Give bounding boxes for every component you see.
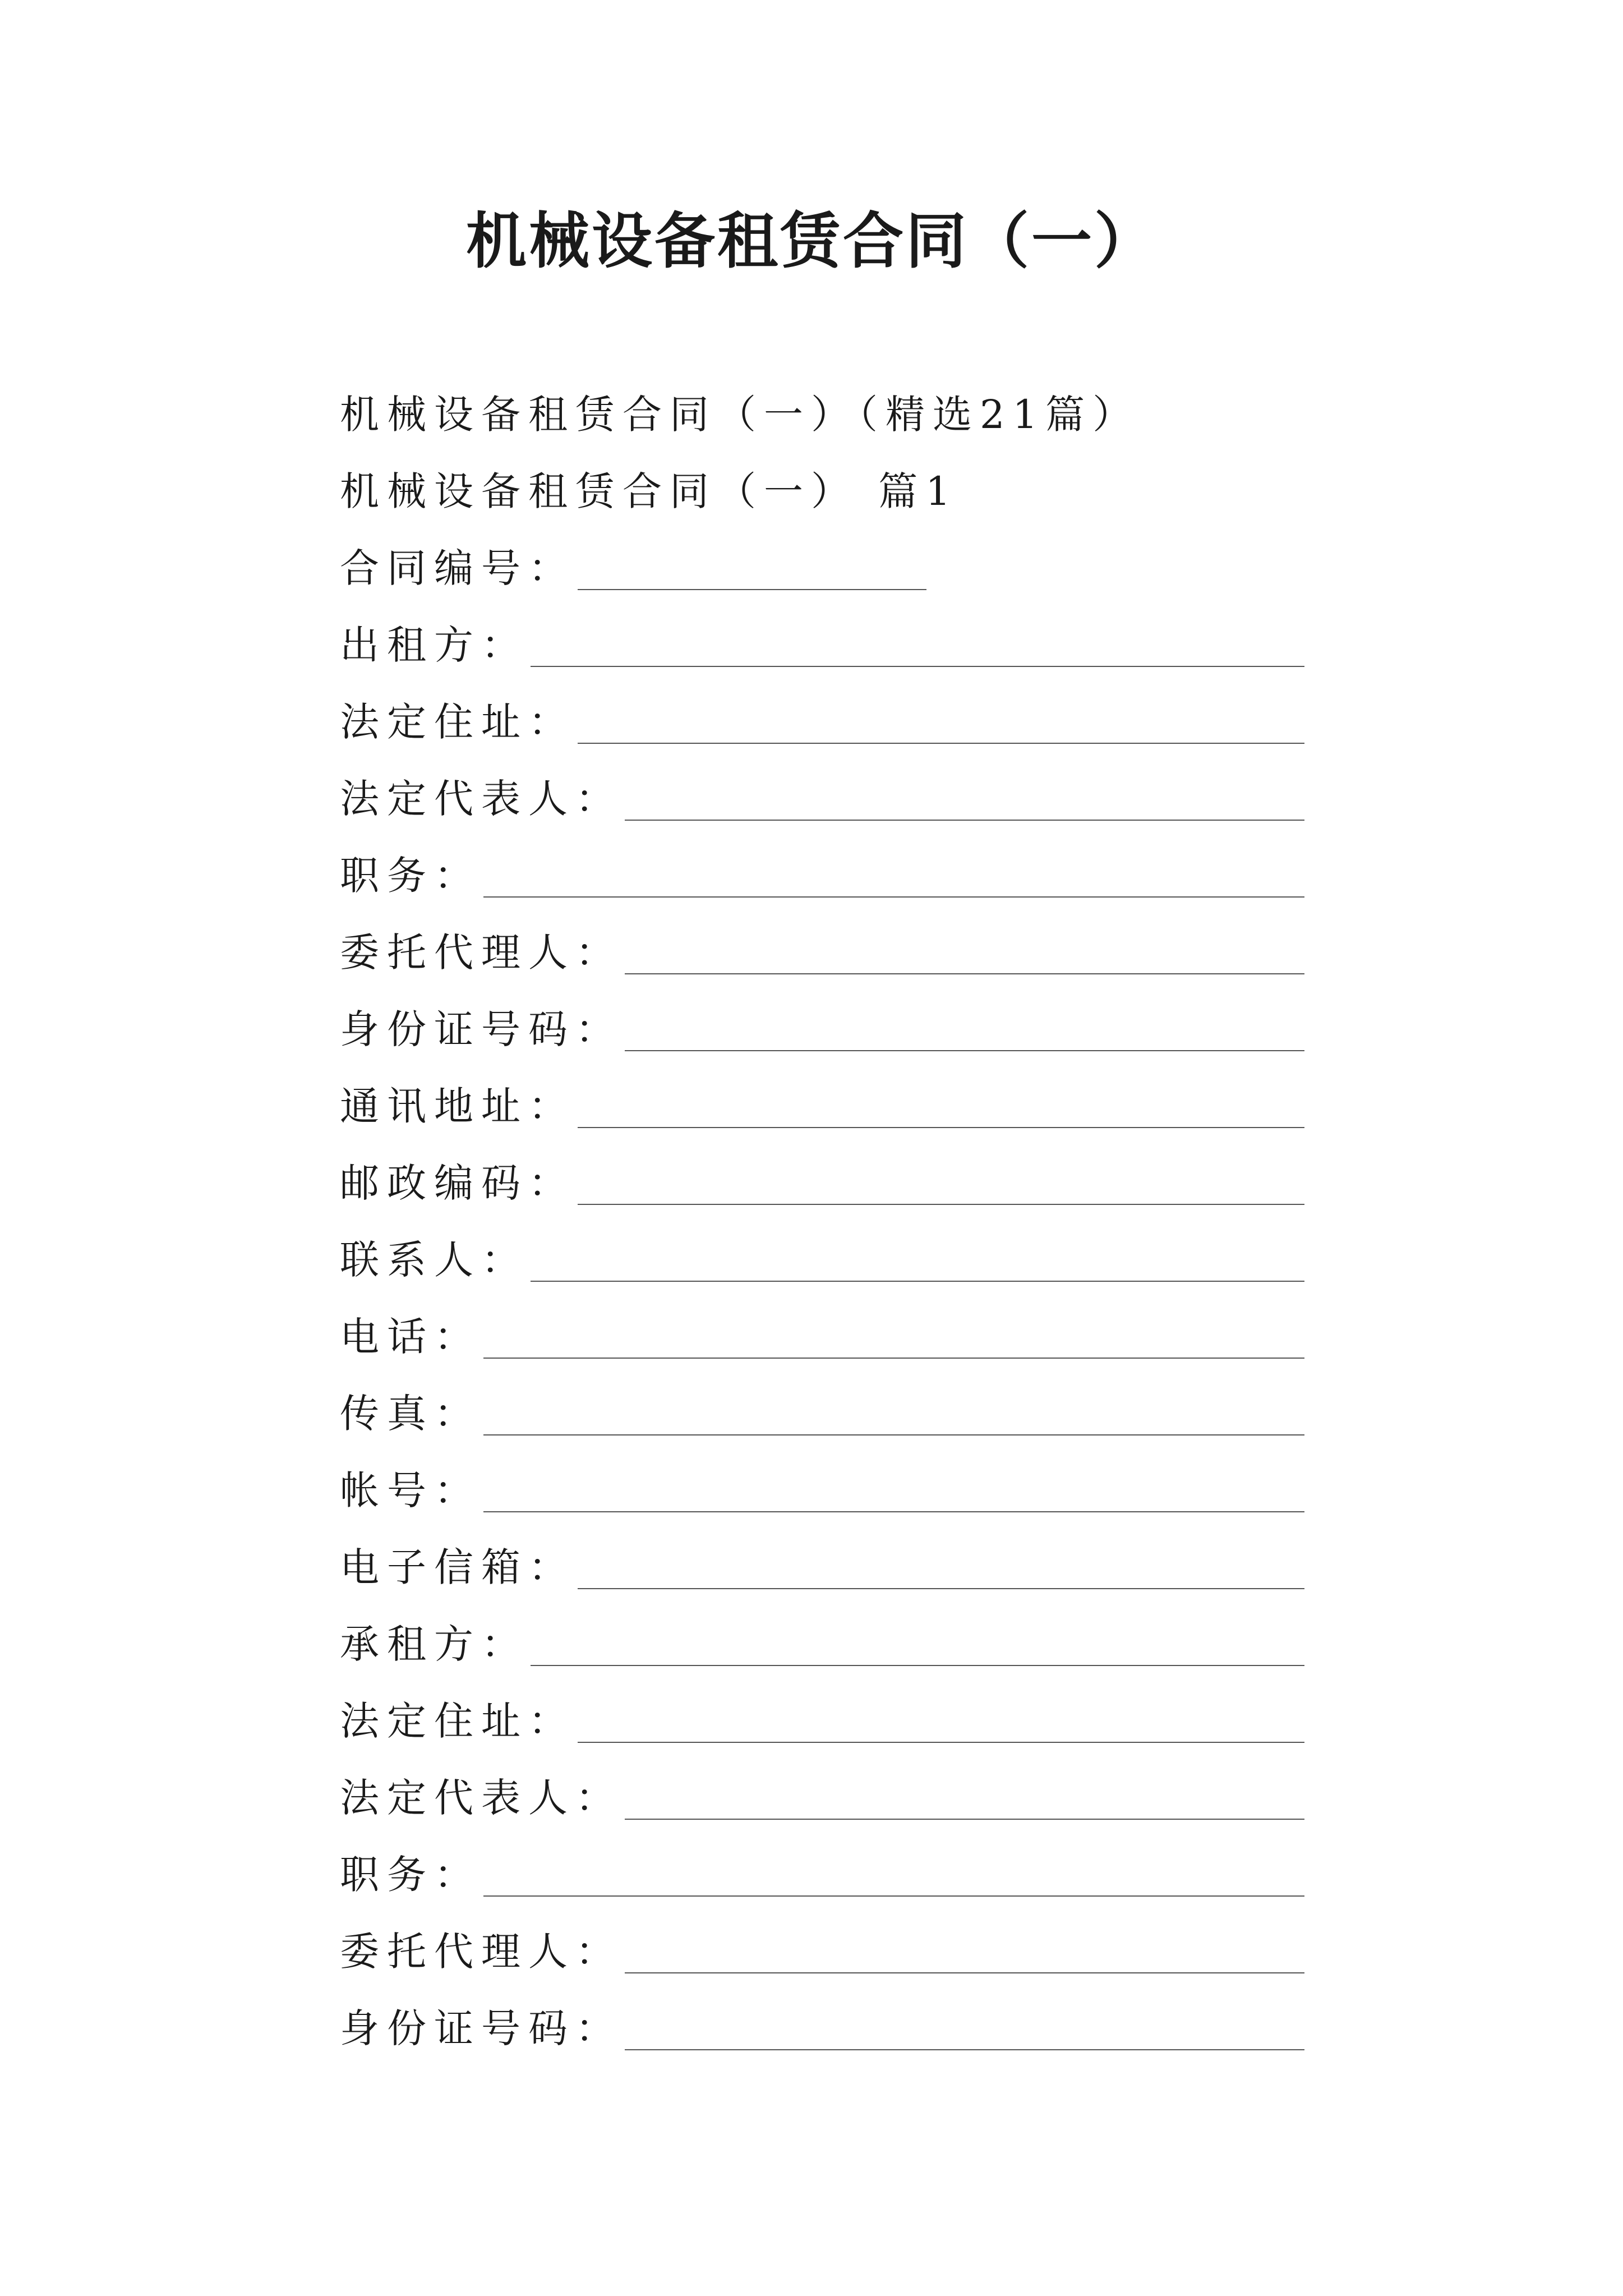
field-phone: [340, 1301, 1304, 1378]
field-lessee-address: [340, 1685, 1304, 1762]
field-lessor-representative: [340, 763, 1304, 840]
field-label: 法定代表人：: [340, 1775, 623, 1821]
field-label: 身份证号码：: [340, 2005, 623, 2051]
document-body: [340, 379, 1304, 2069]
fill-in-blank: [483, 1434, 1304, 1435]
field-label: 委托代理人：: [340, 930, 623, 976]
field-lessee-representative: [340, 1762, 1304, 1839]
fill-in-blank: [625, 2049, 1304, 2050]
field-lessee-position: [340, 1839, 1304, 1916]
field-label: 承租方：: [340, 1621, 528, 1667]
field-lessee-agent: [340, 1916, 1304, 1993]
field-account: [340, 1455, 1304, 1531]
section-heading: [340, 455, 1304, 532]
fill-in-blank: [578, 1204, 1304, 1205]
field-lessor-id-number: [340, 993, 1304, 1070]
fill-in-blank: [625, 1819, 1304, 1820]
field-mailing-address: [340, 1070, 1304, 1147]
field-label: 通讯地址：: [340, 1083, 575, 1129]
field-label: 身份证号码：: [340, 1006, 623, 1052]
fill-in-blank: [578, 1127, 1304, 1128]
field-label: 电话：: [340, 1314, 481, 1360]
document-title: 机械设备租赁合同（一）: [465, 206, 1157, 277]
field-label: 邮政编码：: [340, 1160, 575, 1206]
field-lessor: [340, 609, 1304, 686]
section-heading-text: 机械设备租赁合同（一） 篇1: [340, 468, 958, 514]
fill-in-blank: [625, 1050, 1304, 1051]
document-subtitle: [340, 379, 1304, 455]
fill-in-blank: [625, 820, 1304, 821]
fill-in-blank: [578, 1742, 1304, 1743]
field-lessor-address: [340, 686, 1304, 763]
field-label: 电子信箱：: [340, 1544, 575, 1590]
field-label: 帐号：: [340, 1467, 481, 1513]
field-label: 法定住址：: [340, 699, 575, 745]
field-label: 合同编号：: [340, 545, 575, 591]
field-label: 职务：: [340, 853, 481, 899]
field-label: 法定住址：: [340, 1698, 575, 1744]
fill-in-blank: [625, 1972, 1304, 1973]
field-label: 出租方：: [340, 622, 528, 668]
fill-in-blank: [578, 1588, 1304, 1589]
field-label: 联系人：: [340, 1237, 528, 1283]
subtitle-text: 机械设备租赁合同（一）（精选21篇）: [340, 392, 1140, 438]
field-postal-code: [340, 1147, 1304, 1224]
fill-in-blank: [483, 1895, 1304, 1897]
field-email: [340, 1531, 1304, 1608]
fill-in-blank: [578, 589, 926, 590]
fill-in-blank: [578, 743, 1304, 744]
field-fax: [340, 1378, 1304, 1455]
fill-in-blank: [531, 666, 1304, 667]
field-label: 委托代理人：: [340, 1929, 623, 1975]
fill-in-blank: [483, 1511, 1304, 1512]
field-lessee: [340, 1608, 1304, 1685]
field-label: 法定代表人：: [340, 776, 623, 822]
field-lessee-id-number: [340, 1993, 1304, 2069]
fill-in-blank: [483, 1358, 1304, 1359]
fill-in-blank: [531, 1665, 1304, 1666]
field-contract-number: [340, 532, 1304, 609]
field-lessor-agent: [340, 917, 1304, 993]
field-label: 职务：: [340, 1852, 481, 1898]
field-label: 传真：: [340, 1391, 481, 1437]
fill-in-blank: [625, 973, 1304, 974]
fill-in-blank: [483, 896, 1304, 898]
field-lessor-position: [340, 840, 1304, 917]
fill-in-blank: [531, 1281, 1304, 1282]
field-contact-person: [340, 1224, 1304, 1301]
